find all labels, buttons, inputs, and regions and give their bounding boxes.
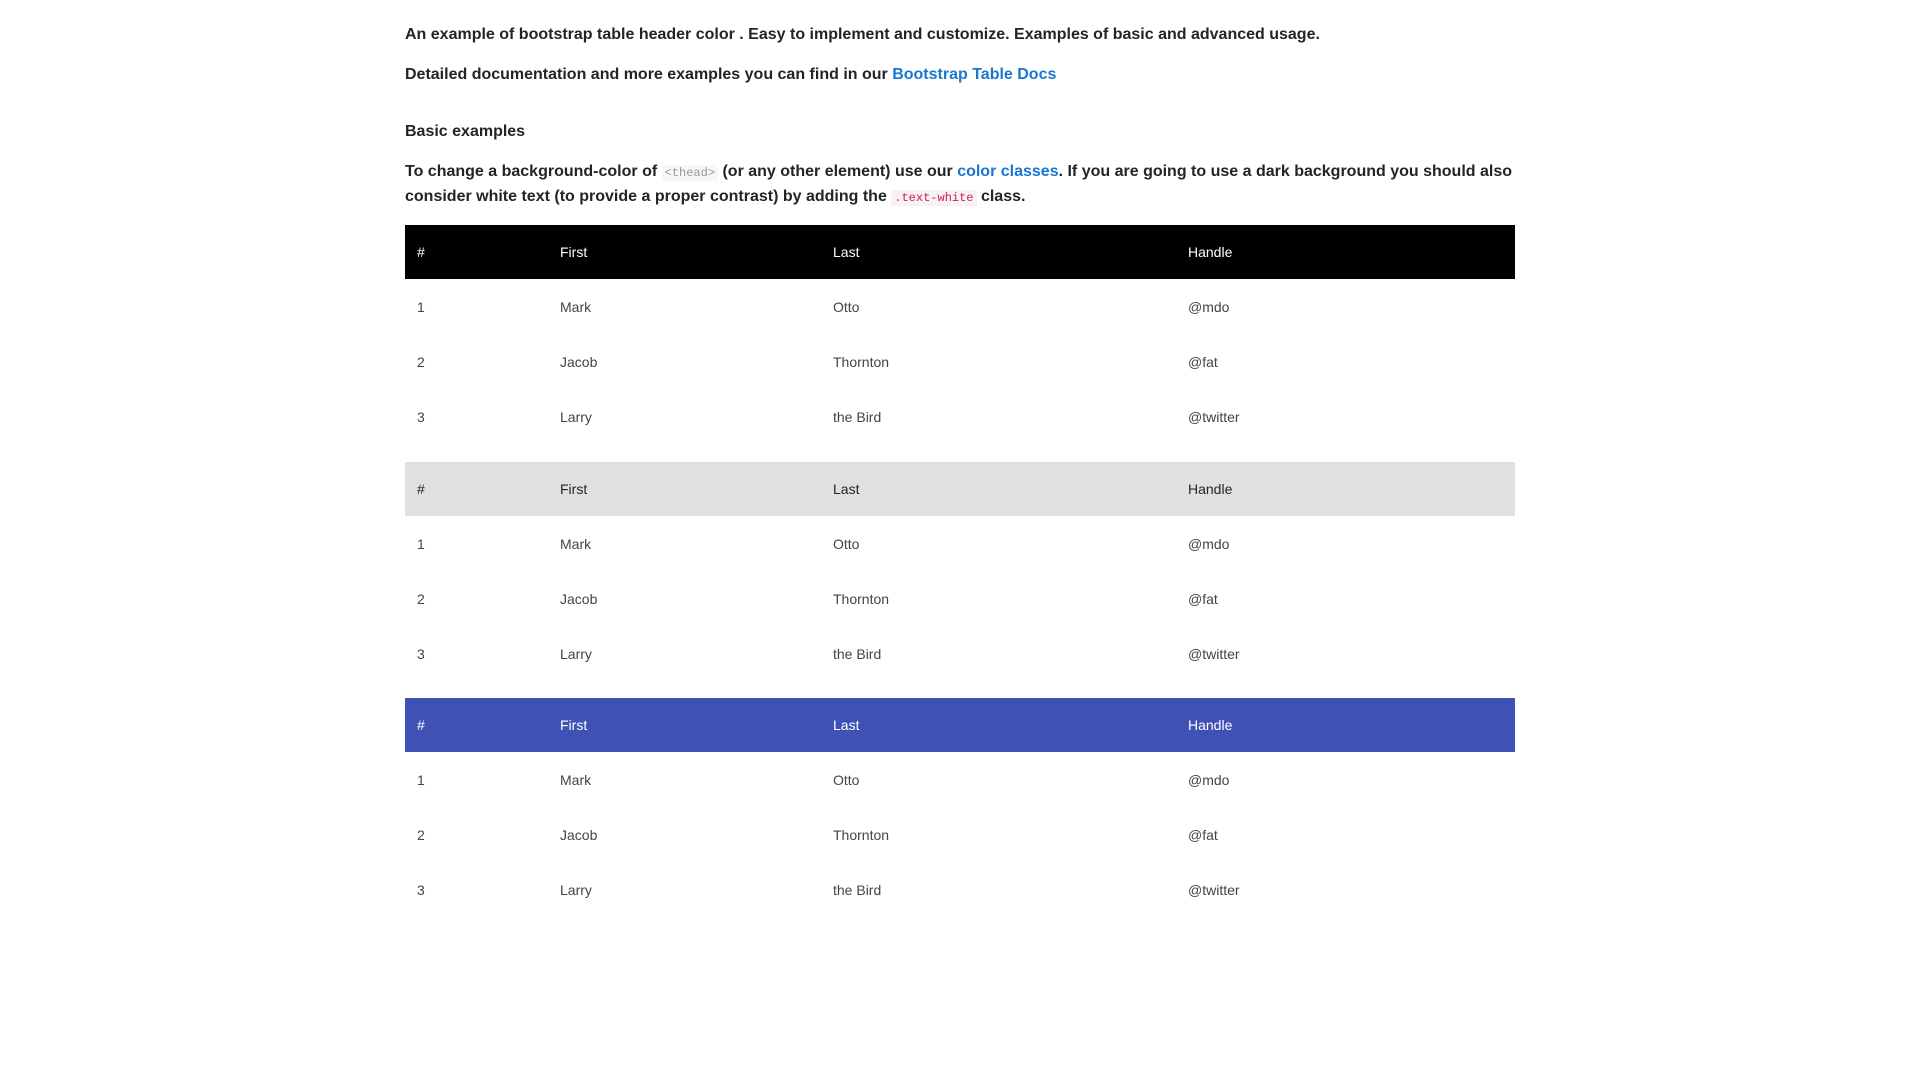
table-row bbox=[405, 626, 1515, 681]
column-header: # bbox=[417, 717, 425, 733]
column-header: First bbox=[560, 481, 588, 497]
table-cell: Thornton bbox=[833, 353, 890, 370]
table-cell: @mdo bbox=[1188, 771, 1230, 788]
table-cell: 3 bbox=[417, 645, 425, 662]
column-header: Last bbox=[833, 481, 860, 497]
table-cell: @fat bbox=[1188, 590, 1218, 607]
table-cell: @twitter bbox=[1188, 408, 1240, 425]
table-header-row bbox=[405, 698, 1515, 752]
table-cell: Jacob bbox=[560, 353, 598, 370]
column-header: Handle bbox=[1188, 717, 1233, 733]
table-cell: the Bird bbox=[833, 645, 882, 662]
table-row bbox=[405, 752, 1515, 807]
table-indigo-header bbox=[405, 698, 1515, 917]
table-cell: Jacob bbox=[560, 590, 598, 607]
table-cell: Thornton bbox=[833, 826, 890, 843]
table-cell: Mark bbox=[560, 771, 592, 788]
table-cell: @fat bbox=[1188, 353, 1218, 370]
desc-part: class. bbox=[976, 188, 1026, 205]
docs-prefix: Detailed documentation and more examples you can find in our bbox=[405, 66, 893, 83]
table-header-row bbox=[405, 225, 1515, 279]
bootstrap-table-docs-link[interactable]: Bootstrap Table Docs bbox=[892, 66, 1057, 83]
table-cell: @mdo bbox=[1188, 298, 1230, 315]
table-cell: Larry bbox=[560, 408, 592, 425]
table-cell: Larry bbox=[560, 881, 592, 898]
table-cell: @mdo bbox=[1188, 535, 1230, 552]
docs-text bbox=[405, 63, 1056, 87]
table-cell: Otto bbox=[833, 771, 860, 788]
section-heading: Basic examples bbox=[405, 123, 526, 140]
table-cell: @fat bbox=[1188, 826, 1218, 843]
column-header: First bbox=[560, 717, 588, 733]
table-row bbox=[405, 279, 1515, 334]
table-cell: Jacob bbox=[560, 826, 598, 843]
table-cell: 3 bbox=[417, 408, 425, 425]
table-row bbox=[405, 334, 1515, 389]
table-cell: Otto bbox=[833, 535, 860, 552]
basic-description bbox=[405, 160, 1515, 210]
thead-code: <thead> bbox=[662, 165, 718, 181]
table-cell: 1 bbox=[417, 298, 425, 315]
table-cell: the Bird bbox=[833, 408, 882, 425]
table-cell: Otto bbox=[833, 298, 860, 315]
table-cell: @twitter bbox=[1188, 881, 1240, 898]
table-light-header bbox=[405, 462, 1515, 681]
column-header: Handle bbox=[1188, 244, 1233, 260]
table-cell: Thornton bbox=[833, 590, 890, 607]
desc-part: . If you are going to use a dark background you should also consider white text (to provide a proper contrast) by adding the bbox=[405, 163, 1512, 205]
table-row bbox=[405, 389, 1515, 444]
table-cell: Larry bbox=[560, 645, 592, 662]
table-row bbox=[405, 571, 1515, 626]
table-cell: 1 bbox=[417, 535, 425, 552]
column-header: Handle bbox=[1188, 481, 1233, 497]
table-cell: @twitter bbox=[1188, 645, 1240, 662]
column-header: First bbox=[560, 244, 588, 260]
desc-part: To change a background-color of bbox=[405, 163, 662, 180]
table-row bbox=[405, 807, 1515, 862]
table-cell: Mark bbox=[560, 298, 592, 315]
table-row bbox=[405, 516, 1515, 571]
table-header-row bbox=[405, 462, 1515, 516]
table-cell: 2 bbox=[417, 353, 425, 370]
table-cell: Mark bbox=[560, 535, 592, 552]
desc-part: (or any other element) use our bbox=[718, 163, 958, 180]
column-header: # bbox=[417, 481, 425, 497]
color-classes-link[interactable]: color classes bbox=[957, 163, 1059, 180]
text-white-code: .text-white bbox=[891, 190, 976, 206]
table-row bbox=[405, 862, 1515, 917]
table-dark-header bbox=[405, 225, 1515, 444]
column-header: Last bbox=[833, 244, 860, 260]
table-cell: 2 bbox=[417, 590, 425, 607]
table-cell: 1 bbox=[417, 771, 425, 788]
intro-text: An example of bootstrap table header color . Easy to implement and customize. Examples of basic and advanced usage. bbox=[405, 26, 1320, 43]
table-cell: 2 bbox=[417, 826, 425, 843]
table-cell: the Bird bbox=[833, 881, 882, 898]
column-header: # bbox=[417, 244, 425, 260]
column-header: Last bbox=[833, 717, 860, 733]
table-cell: 3 bbox=[417, 881, 425, 898]
